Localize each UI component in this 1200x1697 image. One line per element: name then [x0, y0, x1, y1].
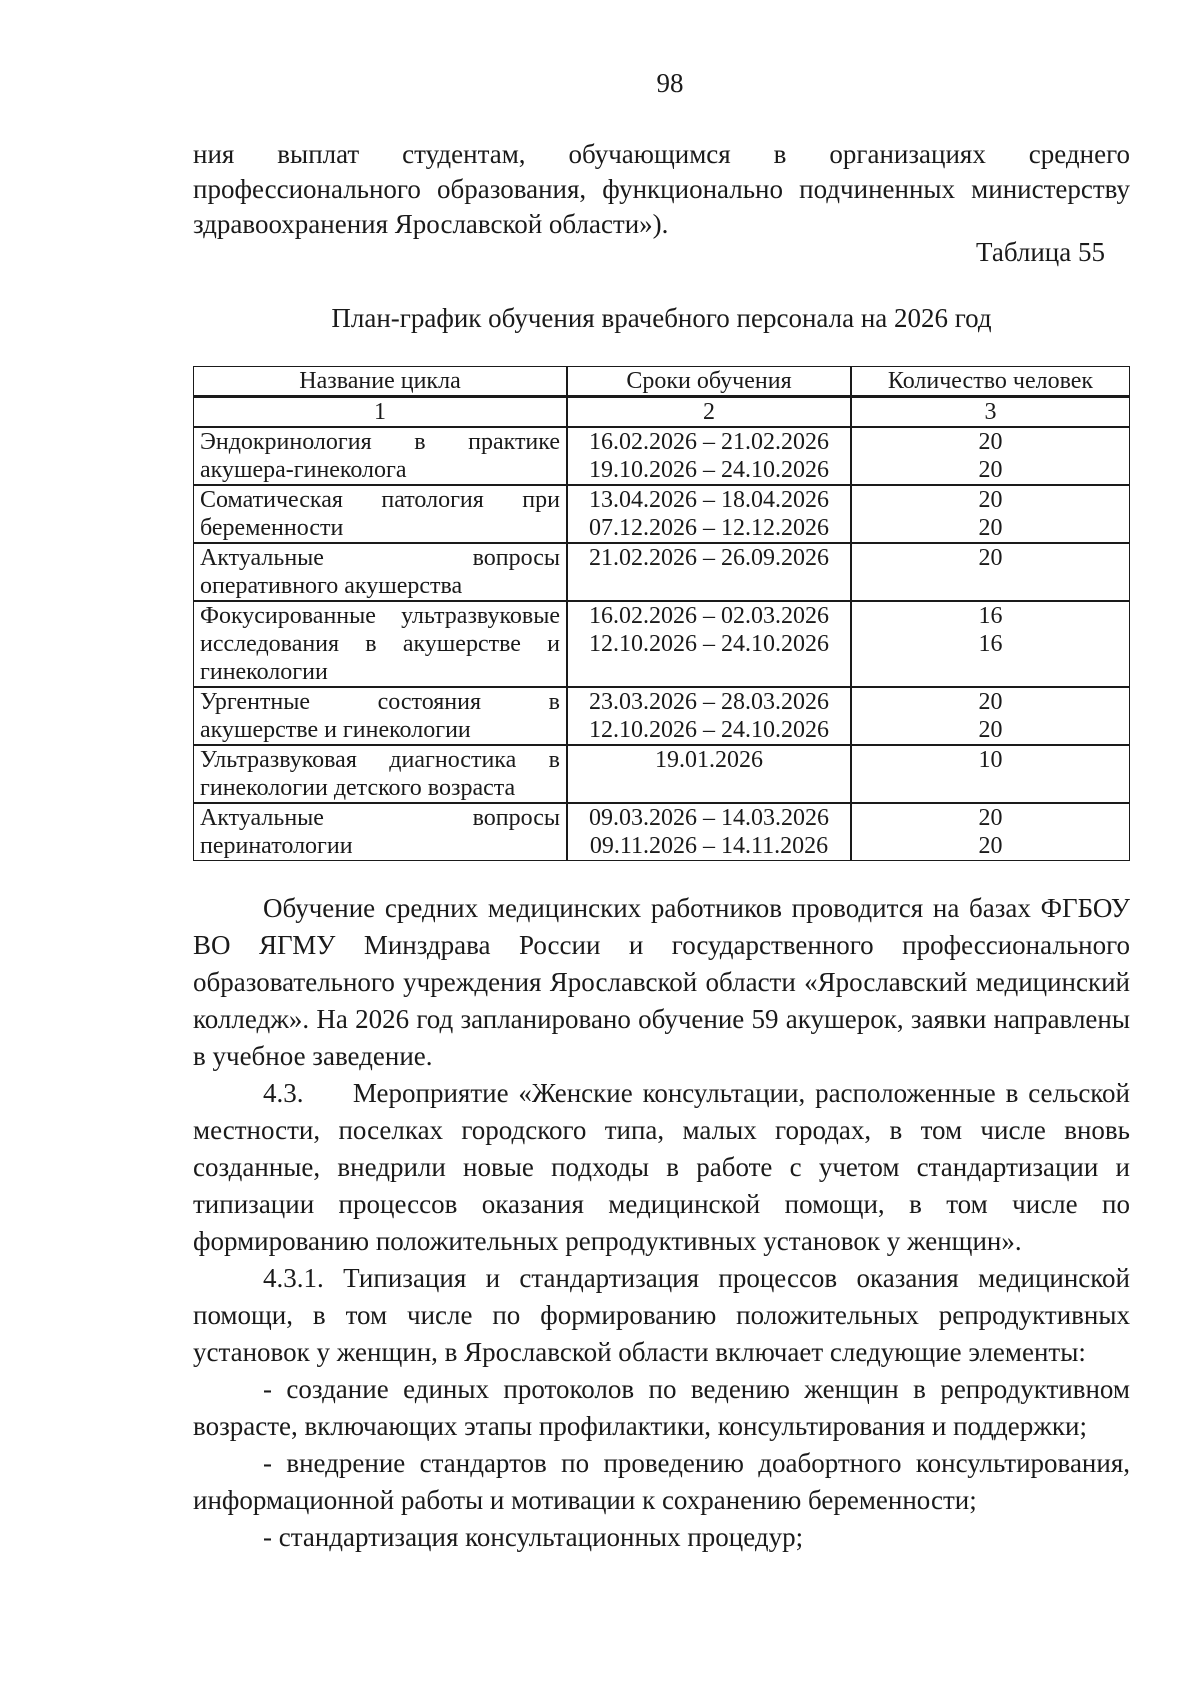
date-range: 12.10.2026 – 24.10.2026 [589, 631, 829, 657]
people-count: 16 [978, 631, 1003, 657]
table-row [193, 427, 1130, 485]
people-count: 20 [978, 487, 1003, 513]
table-row [193, 803, 1130, 861]
people-count-cell [851, 745, 1130, 803]
training-dates-cell [567, 745, 851, 803]
cycle-name-cell: Фокусированные ультразвуковые исследования в акушерстве и гинекологии [193, 601, 567, 687]
training-dates-cell [567, 485, 851, 543]
date-range: 07.12.2026 – 12.12.2026 [589, 515, 829, 541]
training-dates-cell [567, 543, 851, 601]
table-row [193, 543, 1130, 601]
date-range: 19.10.2026 – 24.10.2026 [589, 457, 829, 483]
people-count-cell [851, 427, 1130, 485]
people-count: 20 [978, 717, 1003, 743]
date-range: 12.10.2026 – 24.10.2026 [589, 717, 829, 743]
date-range: 09.03.2026 – 14.03.2026 [589, 805, 829, 831]
list-item: - внедрение стандартов по проведению доабортного консультирования, информационной работы и мотивации к сохранению беременности; [193, 1448, 1130, 1515]
lead-paragraph: ния выплат студентам, обучающимся в организациях среднего профессионального образования, функционально подчиненных министерству здравоохранения Ярославской области»). [193, 139, 1130, 239]
people-count-cell [851, 601, 1130, 687]
people-count-cell [851, 687, 1130, 745]
page-number: 98 [656, 68, 684, 98]
cycle-name-cell: Эндокринология в практике акушера-гинеколога [193, 427, 567, 485]
people-count: 20 [978, 429, 1003, 455]
paragraph-4-3-1: 4.3.1. Типизация и стандартизация процессов оказания медицинской помощи, в том числе по формированию положительных репродуктивных установок у женщин, в Ярославской области включает следующие элементы: [193, 1263, 1130, 1367]
training-dates-cell [567, 687, 851, 745]
people-count: 20 [978, 689, 1003, 715]
table-title: План-график обучения врачебного персонала на 2026 год [331, 303, 992, 333]
header-cycle-name: Название цикла [193, 366, 567, 397]
column-number: 2 [567, 397, 851, 427]
people-count: 20 [978, 545, 1003, 571]
training-schedule-table [193, 366, 1130, 861]
people-count-cell [851, 543, 1130, 601]
column-number: 3 [851, 397, 1130, 427]
people-count: 20 [978, 805, 1003, 831]
table-row [193, 601, 1130, 687]
people-count: 10 [978, 747, 1003, 773]
cycle-name-cell: Соматическая патология при беременности [193, 485, 567, 543]
header-people-count: Количество человек [851, 366, 1130, 397]
table-label: Таблица 55 [976, 237, 1105, 267]
people-count: 20 [978, 515, 1003, 541]
people-count: 20 [978, 457, 1003, 483]
cycle-name-cell: Ургентные состояния в акушерстве и гинекологии [193, 687, 567, 745]
table-row [193, 745, 1130, 803]
cycle-name-cell: Ультразвуковая диагностика в гинекологии детского возраста [193, 745, 567, 803]
date-range: 09.11.2026 – 14.11.2026 [589, 833, 829, 859]
table-header-row [193, 366, 1130, 397]
date-range: 13.04.2026 – 18.04.2026 [589, 487, 829, 513]
table-row [193, 687, 1130, 745]
people-count: 20 [978, 833, 1003, 859]
people-count-cell [851, 803, 1130, 861]
column-number: 1 [193, 397, 567, 427]
date-range: 16.02.2026 – 21.02.2026 [589, 429, 829, 455]
cycle-name-cell: Актуальные вопросы перинатологии [193, 803, 567, 861]
date-range: 21.02.2026 – 26.09.2026 [589, 545, 829, 571]
body-text [193, 890, 1137, 1556]
training-dates-cell [567, 427, 851, 485]
list-item: - стандартизация консультационных процедур; [263, 1522, 804, 1552]
table-row [193, 485, 1130, 543]
list-item: - создание единых протоколов по ведению женщин в репродуктивном возрасте, включающих этапы профилактики, консультирования и поддержки; [193, 1374, 1130, 1441]
date-range: 23.03.2026 – 28.03.2026 [589, 689, 829, 715]
cycle-name-cell: Актуальные вопросы оперативного акушерства [193, 543, 567, 601]
training-dates-cell [567, 601, 851, 687]
column-number-row [193, 397, 1130, 427]
paragraph-measure-4-3: 4.3. Мероприятие «Женские консультации, расположенные в сельской местности, поселках городского типа, малых городах, в том числе вновь созданные, внедрили новые подходы в работе с учетом стандартизации и типизации процессов оказания медицинской помощи, в том числе по формированию положительных репродуктивных установок у женщин». [193, 1078, 1137, 1256]
paragraph-nurses-training: Обучение средних медицинских работников проводится на базах ФГБОУ ВО ЯГМУ Минздрава России и государственного профессионального образовательного учреждения Ярославской области «Ярославский медицинский колледж». На 2026 год запланировано обучение 59 акушерок, заявки направлены в учебное заведение. [193, 893, 1130, 1071]
people-count-cell [851, 485, 1130, 543]
date-range: 19.01.2026 [655, 747, 763, 773]
header-training-dates: Сроки обучения [567, 366, 851, 397]
training-dates-cell [567, 803, 851, 861]
people-count: 16 [978, 603, 1003, 629]
date-range: 16.02.2026 – 02.03.2026 [589, 603, 829, 629]
